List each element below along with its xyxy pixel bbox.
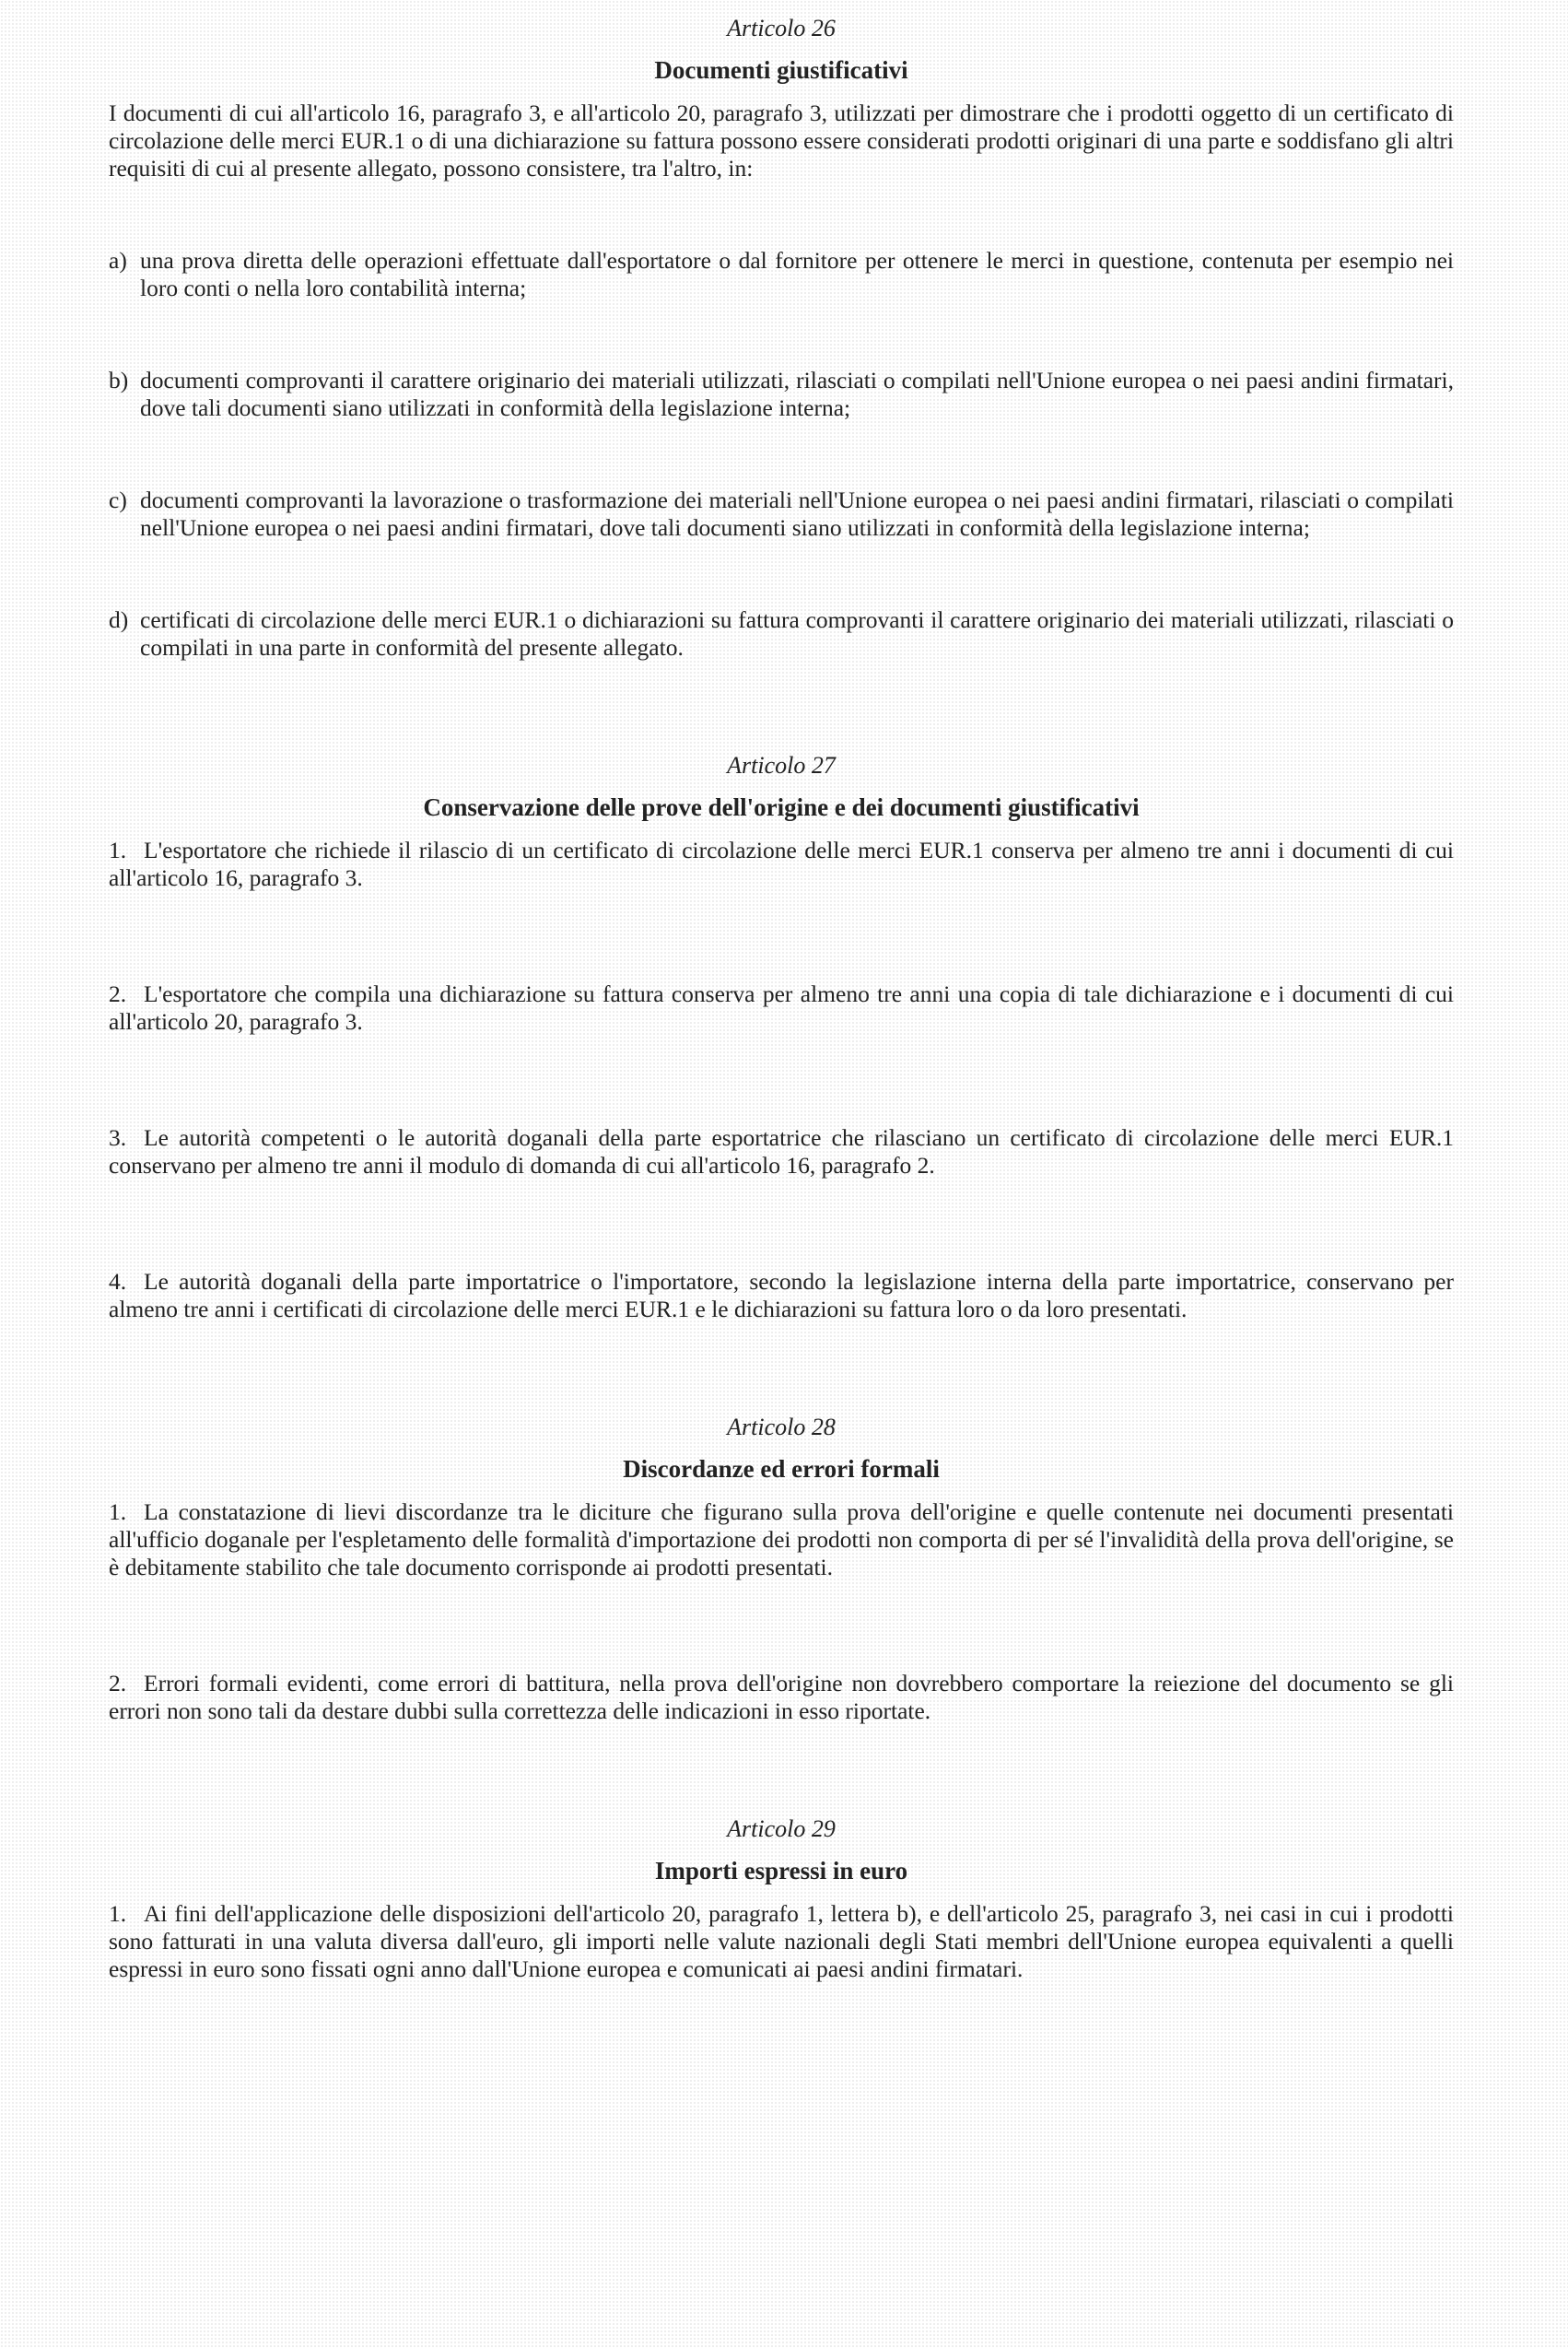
paragraph-number: 4. [109,1268,127,1295]
article-number: Articolo 29 [727,1815,836,1842]
document-content [109,13,1454,1983]
article-title: Discordanze ed errori formali [623,1455,940,1483]
paragraph-number: 2. [109,1670,127,1696]
article-27 [109,750,1454,1323]
list-label: b) [109,367,129,393]
paragraph-number: 1. [109,837,127,863]
list-label: a) [109,247,127,274]
list-item-d [109,606,1454,662]
paragraph-number: 3. [109,1124,127,1151]
article-title: Importi espressi in euro [654,1857,908,1884]
list-label: c) [109,487,127,513]
paragraph-number: 1. [109,1900,127,1927]
article-title: Conservazione delle prove dell'origine e dei documenti giustificativi [423,793,1140,821]
article-number: Articolo 28 [727,1414,836,1440]
article-28 [109,1412,1454,1725]
paragraph-text: Le autorità doganali della parte importatrice o l'importatore, secondo la legislazione interna della parte importatrice, conservano per almeno tre anni i certificati di circolazione delle merci EUR.1 e le dichiarazioni su fattura loro o da loro presentati. [109,1268,1454,1322]
article-intro: I documenti di cui all'articolo 16, paragrafo 3, e all'articolo 20, paragrafo 3, utilizzati per dimostrare che i prodotti oggetto di un certificato di circolazione delle merci EUR.1 o di una dichiarazione su fattura possono essere considerati prodotti originari di una parte e soddisfano gli altri requisiti di cui al presente allegato, possono consistere, tra l'altro, in: [109,100,1454,182]
list-item-c [109,487,1454,542]
list-item-a [109,247,1454,302]
article-title: Documenti giustificativi [654,56,908,84]
list-text: documenti comprovanti il carattere originario dei materiali utilizzati, rilasciati o compilati nell'Unione europea o nei paesi andini firmatari, dove tali documenti siano utilizzati in conformità della legislazione interna; [140,367,1454,421]
paragraph [109,980,1454,1036]
paragraph [109,1900,1454,1983]
article-26 [109,13,1454,662]
paragraph-text: Ai fini dell'applicazione delle disposizioni dell'articolo 20, paragrafo 1, lettera b), e dell'articolo 25, paragrafo 3, nei casi in cui i prodotti sono fatturati in una valuta diversa dall'euro, gli importi nelle valute nazionali degli Stati membri dell'Unione europea equivalenti a quelli espressi in euro sono fissati ogni anno dall'Unione europea e comunicati ai paesi andini firmatari. [109,1900,1454,1982]
paragraph-text: La constatazione di lievi discordanze tra le diciture che figurano sulla prova dell'origine e quelle contenute nei documenti presentati all'ufficio doganale per l'espletamento delle formalità d'importazione dei prodotti non comporta di per sé l'invalidità della prova dell'origine, se è debitamente stabilito che tale documento corrisponde ai prodotti presentati. [109,1498,1454,1580]
paragraph [109,1124,1454,1180]
article-29 [109,1814,1454,1983]
paragraph-text: L'esportatore che compila una dichiarazione su fattura conserva per almeno tre anni una copia di tale dichiarazione e i documenti di cui all'articolo 20, paragrafo 3. [109,980,1454,1035]
paragraph [109,1268,1454,1323]
list-item-b [109,367,1454,422]
paragraph-number: 1. [109,1498,127,1525]
paragraph-text: Errori formali evidenti, come errori di battitura, nella prova dell'origine non dovrebbero comportare la reiezione del documento se gli errori non sono tali da destare dubbi sulla correttezza delle indicazioni in esso riportate. [109,1670,1454,1724]
paragraph [109,1670,1454,1725]
paragraph-text: L'esportatore che richiede il rilascio di un certificato di circolazione delle merci EUR.1 conserva per almeno tre anni i documenti di cui all'articolo 16, paragrafo 3. [109,837,1454,891]
list-text: documenti comprovanti la lavorazione o trasformazione dei materiali nell'Unione europea o nei paesi andini firmatari, rilasciati o compilati nell'Unione europea o nei paesi andini firmatari, dove tali documenti siano utilizzati in conformità della legislazione interna; [140,487,1454,541]
article-number: Articolo 26 [727,15,836,41]
list-label: d) [109,606,129,633]
paragraph [109,1498,1454,1581]
article-number: Articolo 27 [727,752,836,779]
paragraph-text: Le autorità competenti o le autorità doganali della parte esportatrice che rilasciano un certificato di circolazione delle merci EUR.1 conservano per almeno tre anni il modulo di domanda di cui all'articolo 16, paragrafo 2. [109,1124,1454,1179]
list-text: certificati di circolazione delle merci EUR.1 o dichiarazioni su fattura comprovanti il carattere originario dei materiali utilizzati, rilasciati o compilati in una parte in conformità del presente allegato. [140,606,1454,661]
paragraph-number: 2. [109,980,127,1007]
paragraph [109,837,1454,892]
list-text: una prova diretta delle operazioni effettuate dall'esportatore o dal fornitore per ottenere le merci in questione, contenuta per esempio nei loro conti o nella loro contabilità interna; [140,247,1454,301]
